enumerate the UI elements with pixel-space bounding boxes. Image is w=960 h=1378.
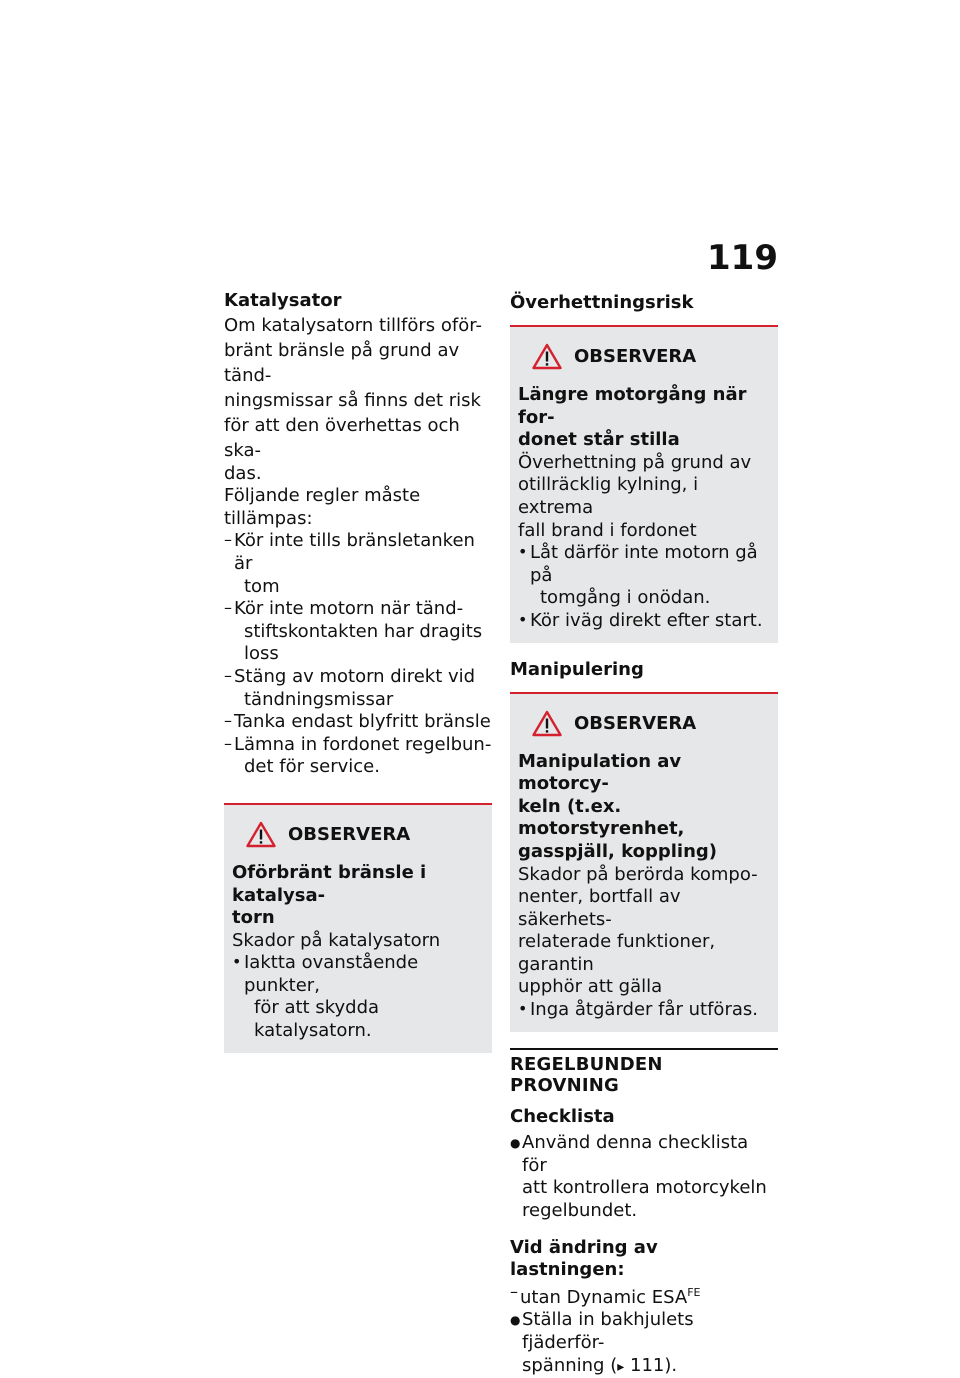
warning-triangle-icon xyxy=(532,343,562,370)
rule-line: tändningsmissar xyxy=(244,688,394,710)
load-bullet-line: Ställa in bakhjulets fjäderför- xyxy=(522,1309,694,1353)
note-text-line: otillräcklig kylning, i extrema xyxy=(518,474,699,518)
esa-superscript: FE xyxy=(687,1285,701,1299)
dot-marker: ● xyxy=(510,1313,521,1328)
intro-line: för att den överhettas och ska- xyxy=(224,414,460,461)
rule-line: loss xyxy=(244,643,279,665)
page-number: 119 xyxy=(707,238,778,278)
rule-item xyxy=(224,530,492,598)
checklist-line: Använd denna checklista för xyxy=(522,1132,749,1176)
dash-marker: – xyxy=(224,665,232,685)
note-header xyxy=(532,343,770,370)
rule-line: Kör inte tills bränsletanken är xyxy=(234,530,475,574)
dot-marker: ● xyxy=(510,1136,521,1151)
checklist-line: att kontrollera motorcykeln xyxy=(522,1177,767,1199)
note-bullet-line: för att skydda katalysatorn. xyxy=(254,997,380,1042)
section-divider xyxy=(510,1048,778,1096)
note-bullet xyxy=(232,952,484,1042)
checklist-item xyxy=(510,1132,778,1222)
intro-line: das. xyxy=(224,462,262,484)
rules-list xyxy=(224,530,492,779)
load-dash-item xyxy=(510,1282,778,1310)
note-bullet-line: Låt därför inte motorn gå på xyxy=(530,542,758,586)
dash-marker: – xyxy=(224,598,232,618)
rule-item xyxy=(224,734,492,779)
note-title-line: Längre motorgång när for- xyxy=(518,384,747,428)
bullet-marker: • xyxy=(232,952,242,972)
note-title-line: donet står stilla xyxy=(518,429,680,451)
note-text-line: fall brand i fordonet xyxy=(518,519,697,541)
note-text-line: Skador på berörda kompo- xyxy=(518,863,758,885)
checklist-title: Checklista xyxy=(510,1105,615,1127)
checklist-line: regelbundet. xyxy=(522,1200,638,1222)
note-label: OBSERVERA xyxy=(288,823,411,845)
right-column xyxy=(510,292,778,1378)
note-text-line: Överhettning på grund av xyxy=(518,451,752,473)
load-change-title: Vid ändring av lastningen: xyxy=(510,1236,658,1281)
rule-line: Lämna in fordonet regelbun- xyxy=(234,733,492,755)
warning-triangle-icon xyxy=(246,821,276,848)
rule-line: Kör inte motorn när tänd- xyxy=(234,598,464,620)
rule-line: stiftskontakten har dragits xyxy=(244,620,483,642)
dash-marker: – xyxy=(224,711,232,731)
bullet-marker: • xyxy=(518,609,528,629)
note-text-line: relaterade funktioner, garantin xyxy=(518,931,716,975)
note-text: Skador på katalysatorn xyxy=(232,929,441,951)
note-text-line: upphör att gälla xyxy=(518,976,663,998)
section-title-katalysator: Katalysator xyxy=(224,290,342,311)
note-title-line: Manipulation av motorcy- xyxy=(518,750,682,795)
note-title-line: Oförbränt bränsle i katalysa- xyxy=(232,861,427,906)
note-label: OBSERVERA xyxy=(574,712,697,734)
note-bullet-line: tomgång i onödan. xyxy=(540,587,711,609)
dash-marker: – xyxy=(510,1281,518,1301)
dash-marker: – xyxy=(224,530,232,550)
note-title-line: gasspjäll, koppling) xyxy=(518,840,717,862)
note-bullet-line: Iaktta ovanstående punkter, xyxy=(244,952,419,996)
intro-line: bränt bränsle på grund av tänd- xyxy=(224,339,460,386)
intro-line: Om katalysatorn tillförs oför- xyxy=(224,314,483,336)
page-reference-arrow-icon: ▸ xyxy=(617,1358,625,1375)
left-column xyxy=(224,290,492,1053)
note-bullet-line: Inga åtgärder får utföras. xyxy=(530,999,758,1021)
note-header xyxy=(246,821,484,848)
section-title-regelbunden: REGELBUNDEN PROVNING xyxy=(510,1053,663,1096)
load-bullet-line xyxy=(522,1355,778,1378)
intro-line: ningsmissar så finns det risk xyxy=(224,389,481,411)
section-title-manipulation: Manipulering xyxy=(510,658,644,680)
note-label: OBSERVERA xyxy=(574,346,697,367)
rule-line: tom xyxy=(244,575,280,597)
note-bullet xyxy=(518,610,770,633)
note-title-line: keln (t.ex. motorstyrenhet, xyxy=(518,795,685,840)
note-bullet xyxy=(518,999,770,1022)
warning-triangle-icon xyxy=(532,710,562,737)
load-bullet-text: spänning ( xyxy=(522,1354,618,1376)
rules-intro: Följande regler måste tillämpas: xyxy=(224,485,421,529)
bullet-marker: • xyxy=(518,542,528,562)
katalysator-intro xyxy=(224,313,492,486)
rule-item xyxy=(224,666,492,711)
note-header xyxy=(532,710,770,737)
note-title-line: torn xyxy=(232,907,275,929)
load-dash-text: utan Dynamic ESA xyxy=(520,1286,688,1308)
load-bullet-item xyxy=(510,1309,778,1378)
load-dash-line xyxy=(520,1282,778,1310)
note-box-catalyst xyxy=(224,803,492,1053)
dash-marker: – xyxy=(224,733,232,753)
note-box-manipulation xyxy=(510,692,778,1032)
note-box-overheating xyxy=(510,325,778,643)
page-reference-link[interactable]: 111). xyxy=(630,1354,678,1376)
rule-line: Stäng av motorn direkt vid xyxy=(234,665,476,687)
rule-item xyxy=(224,598,492,666)
rule-item xyxy=(224,711,492,734)
bullet-marker: • xyxy=(518,999,528,1019)
note-bullet xyxy=(518,542,770,610)
section-title-overheating: Överhettningsrisk xyxy=(510,292,694,313)
rule-line: Tanka endast blyfritt bränsle xyxy=(234,711,491,733)
note-text-line: nenter, bortfall av säkerhets- xyxy=(518,886,681,930)
note-bullet-line: Kör iväg direkt efter start. xyxy=(530,609,763,631)
rule-line: det för service. xyxy=(244,756,380,778)
